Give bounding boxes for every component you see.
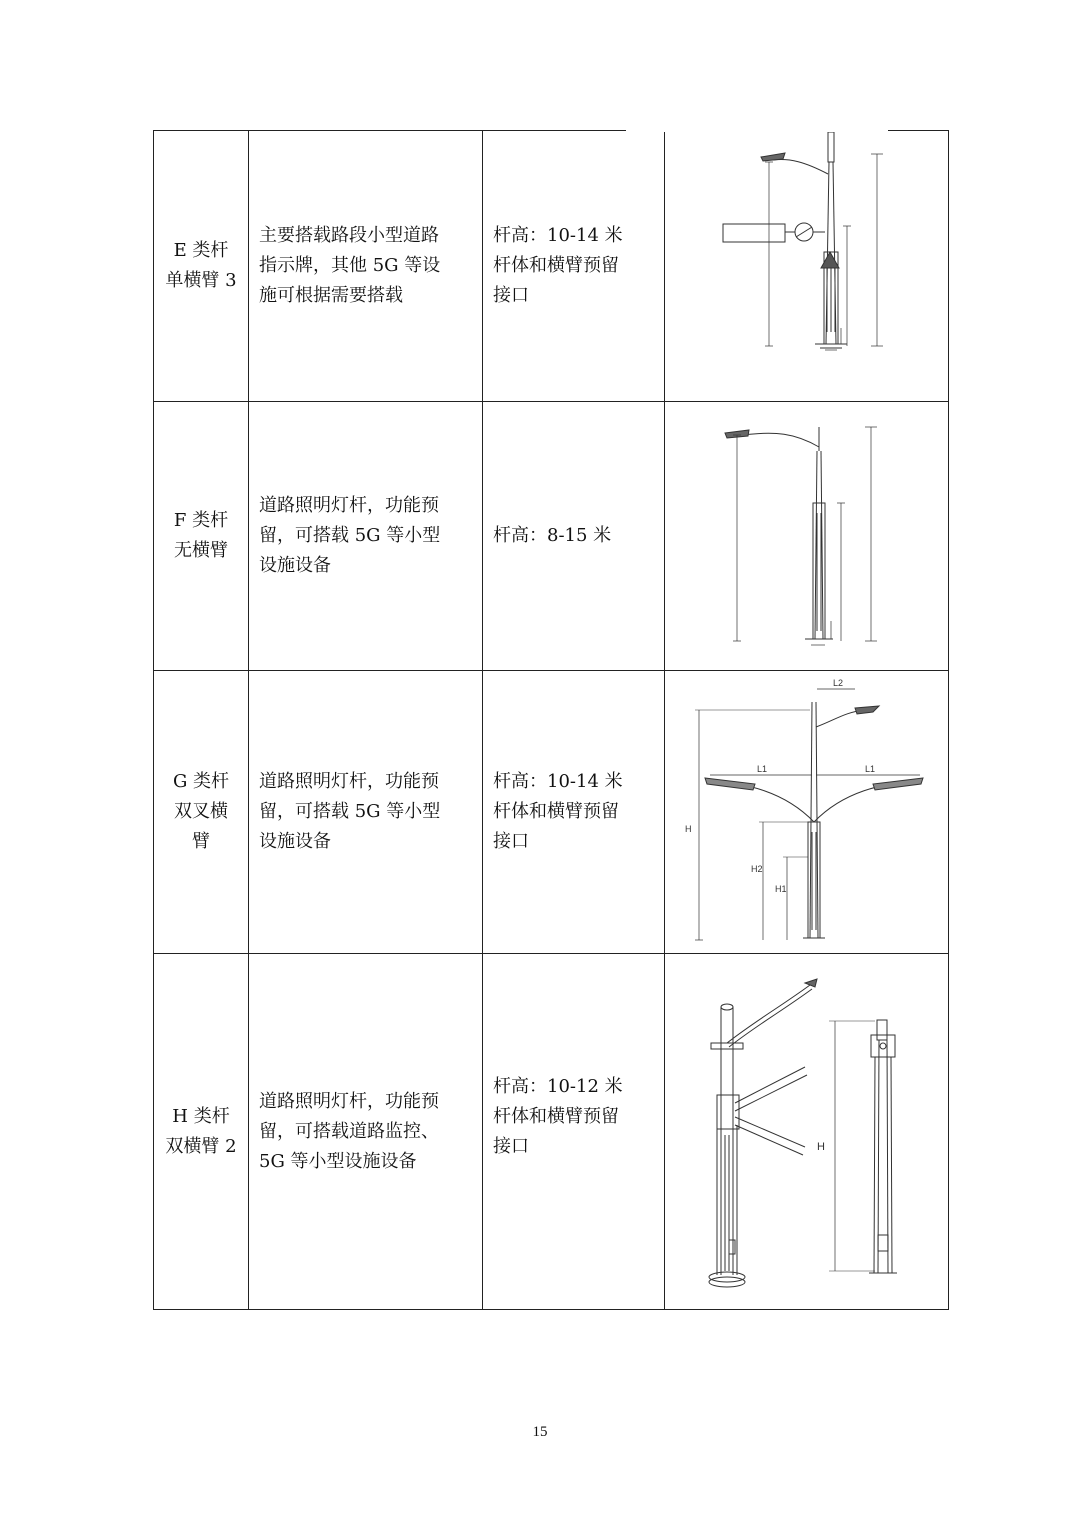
table-top-gap	[626, 125, 888, 132]
table-row	[154, 954, 949, 1310]
table-row	[154, 402, 949, 671]
height-line: 杆体和横臂预留	[493, 801, 619, 822]
pole-type-label: F 类杆	[173, 510, 229, 531]
pole-type-cell	[154, 402, 249, 671]
description-line: 留，可搭载道路监控、	[259, 1120, 439, 1142]
height-line: 接口	[493, 1136, 529, 1157]
dim-label: L1	[757, 763, 768, 774]
height-line: 接口	[493, 285, 529, 306]
height-line: 杆体和横臂预留	[493, 1106, 619, 1127]
pole-drawing-cell	[665, 671, 949, 954]
table-row	[154, 671, 949, 954]
pole-type-cell	[154, 671, 249, 954]
height-line: 杆高：10-12 米	[493, 1076, 623, 1097]
height-line: 杆高：10-14 米	[493, 771, 623, 792]
table-row	[154, 131, 949, 402]
pole-type-label: 无横臂	[174, 540, 228, 561]
dim-label: H1	[775, 883, 787, 894]
description-line: 设施设备	[259, 831, 331, 852]
pole-drawing-cell	[665, 402, 949, 671]
pole-description-cell	[249, 402, 483, 671]
pole-drawing-f-icon	[665, 403, 946, 670]
description-line: 设施设备	[259, 555, 331, 576]
pole-description-cell	[249, 954, 483, 1310]
description-line: 留，可搭载 5G 等小型	[259, 525, 441, 546]
pole-type-label: E 类杆	[173, 240, 229, 261]
description-line: 留，可搭载 5G 等小型	[259, 801, 441, 822]
height-line: 接口	[493, 831, 529, 852]
description-line: 道路照明灯杆，功能预	[259, 771, 439, 792]
pole-description-cell	[249, 671, 483, 954]
pole-type-cell	[154, 131, 249, 402]
pole-type-label: 臂	[192, 831, 210, 852]
height-line: 杆高：10-14 米	[493, 225, 623, 246]
height-line: 杆高：8-15 米	[493, 525, 612, 546]
pole-drawing-h-icon	[665, 955, 946, 1309]
pole-spec-table	[153, 130, 949, 1310]
dim-label: L1	[865, 763, 876, 774]
height-line: 杆体和横臂预留	[493, 255, 619, 276]
pole-height-cell	[483, 954, 665, 1310]
dim-label: H	[685, 823, 692, 834]
pole-height-cell	[483, 402, 665, 671]
dim-label: H	[817, 1140, 825, 1153]
page-number: 15	[532, 1424, 548, 1440]
description-line: 5G 等小型设施设备	[259, 1150, 417, 1172]
description-line: 施可根据需要搭载	[259, 285, 403, 306]
pole-drawing-cell	[665, 131, 949, 402]
pole-height-cell	[483, 131, 665, 402]
pole-type-label: G 类杆	[172, 771, 230, 792]
description-line: 道路照明灯杆，功能预	[259, 495, 439, 516]
pole-type-label: 双叉横	[174, 801, 228, 822]
dim-label: L2	[833, 677, 844, 688]
pole-drawing-cell	[665, 954, 949, 1310]
pole-type-cell	[154, 954, 249, 1310]
description-line: 道路照明灯杆，功能预	[259, 1090, 439, 1112]
pole-type-label: 双横臂 2	[165, 1135, 237, 1157]
description-line: 主要搭载路段小型道路	[259, 225, 439, 246]
pole-height-cell	[483, 671, 665, 954]
pole-type-label: H 类杆	[172, 1105, 230, 1127]
pole-drawing-g-icon	[665, 672, 946, 953]
pole-drawing-e-icon	[665, 132, 946, 401]
pole-type-label: 单横臂 3	[165, 270, 237, 291]
pole-description-cell	[249, 131, 483, 402]
dim-label: H2	[751, 863, 763, 874]
description-line: 指示牌，其他 5G 等设	[259, 255, 441, 276]
